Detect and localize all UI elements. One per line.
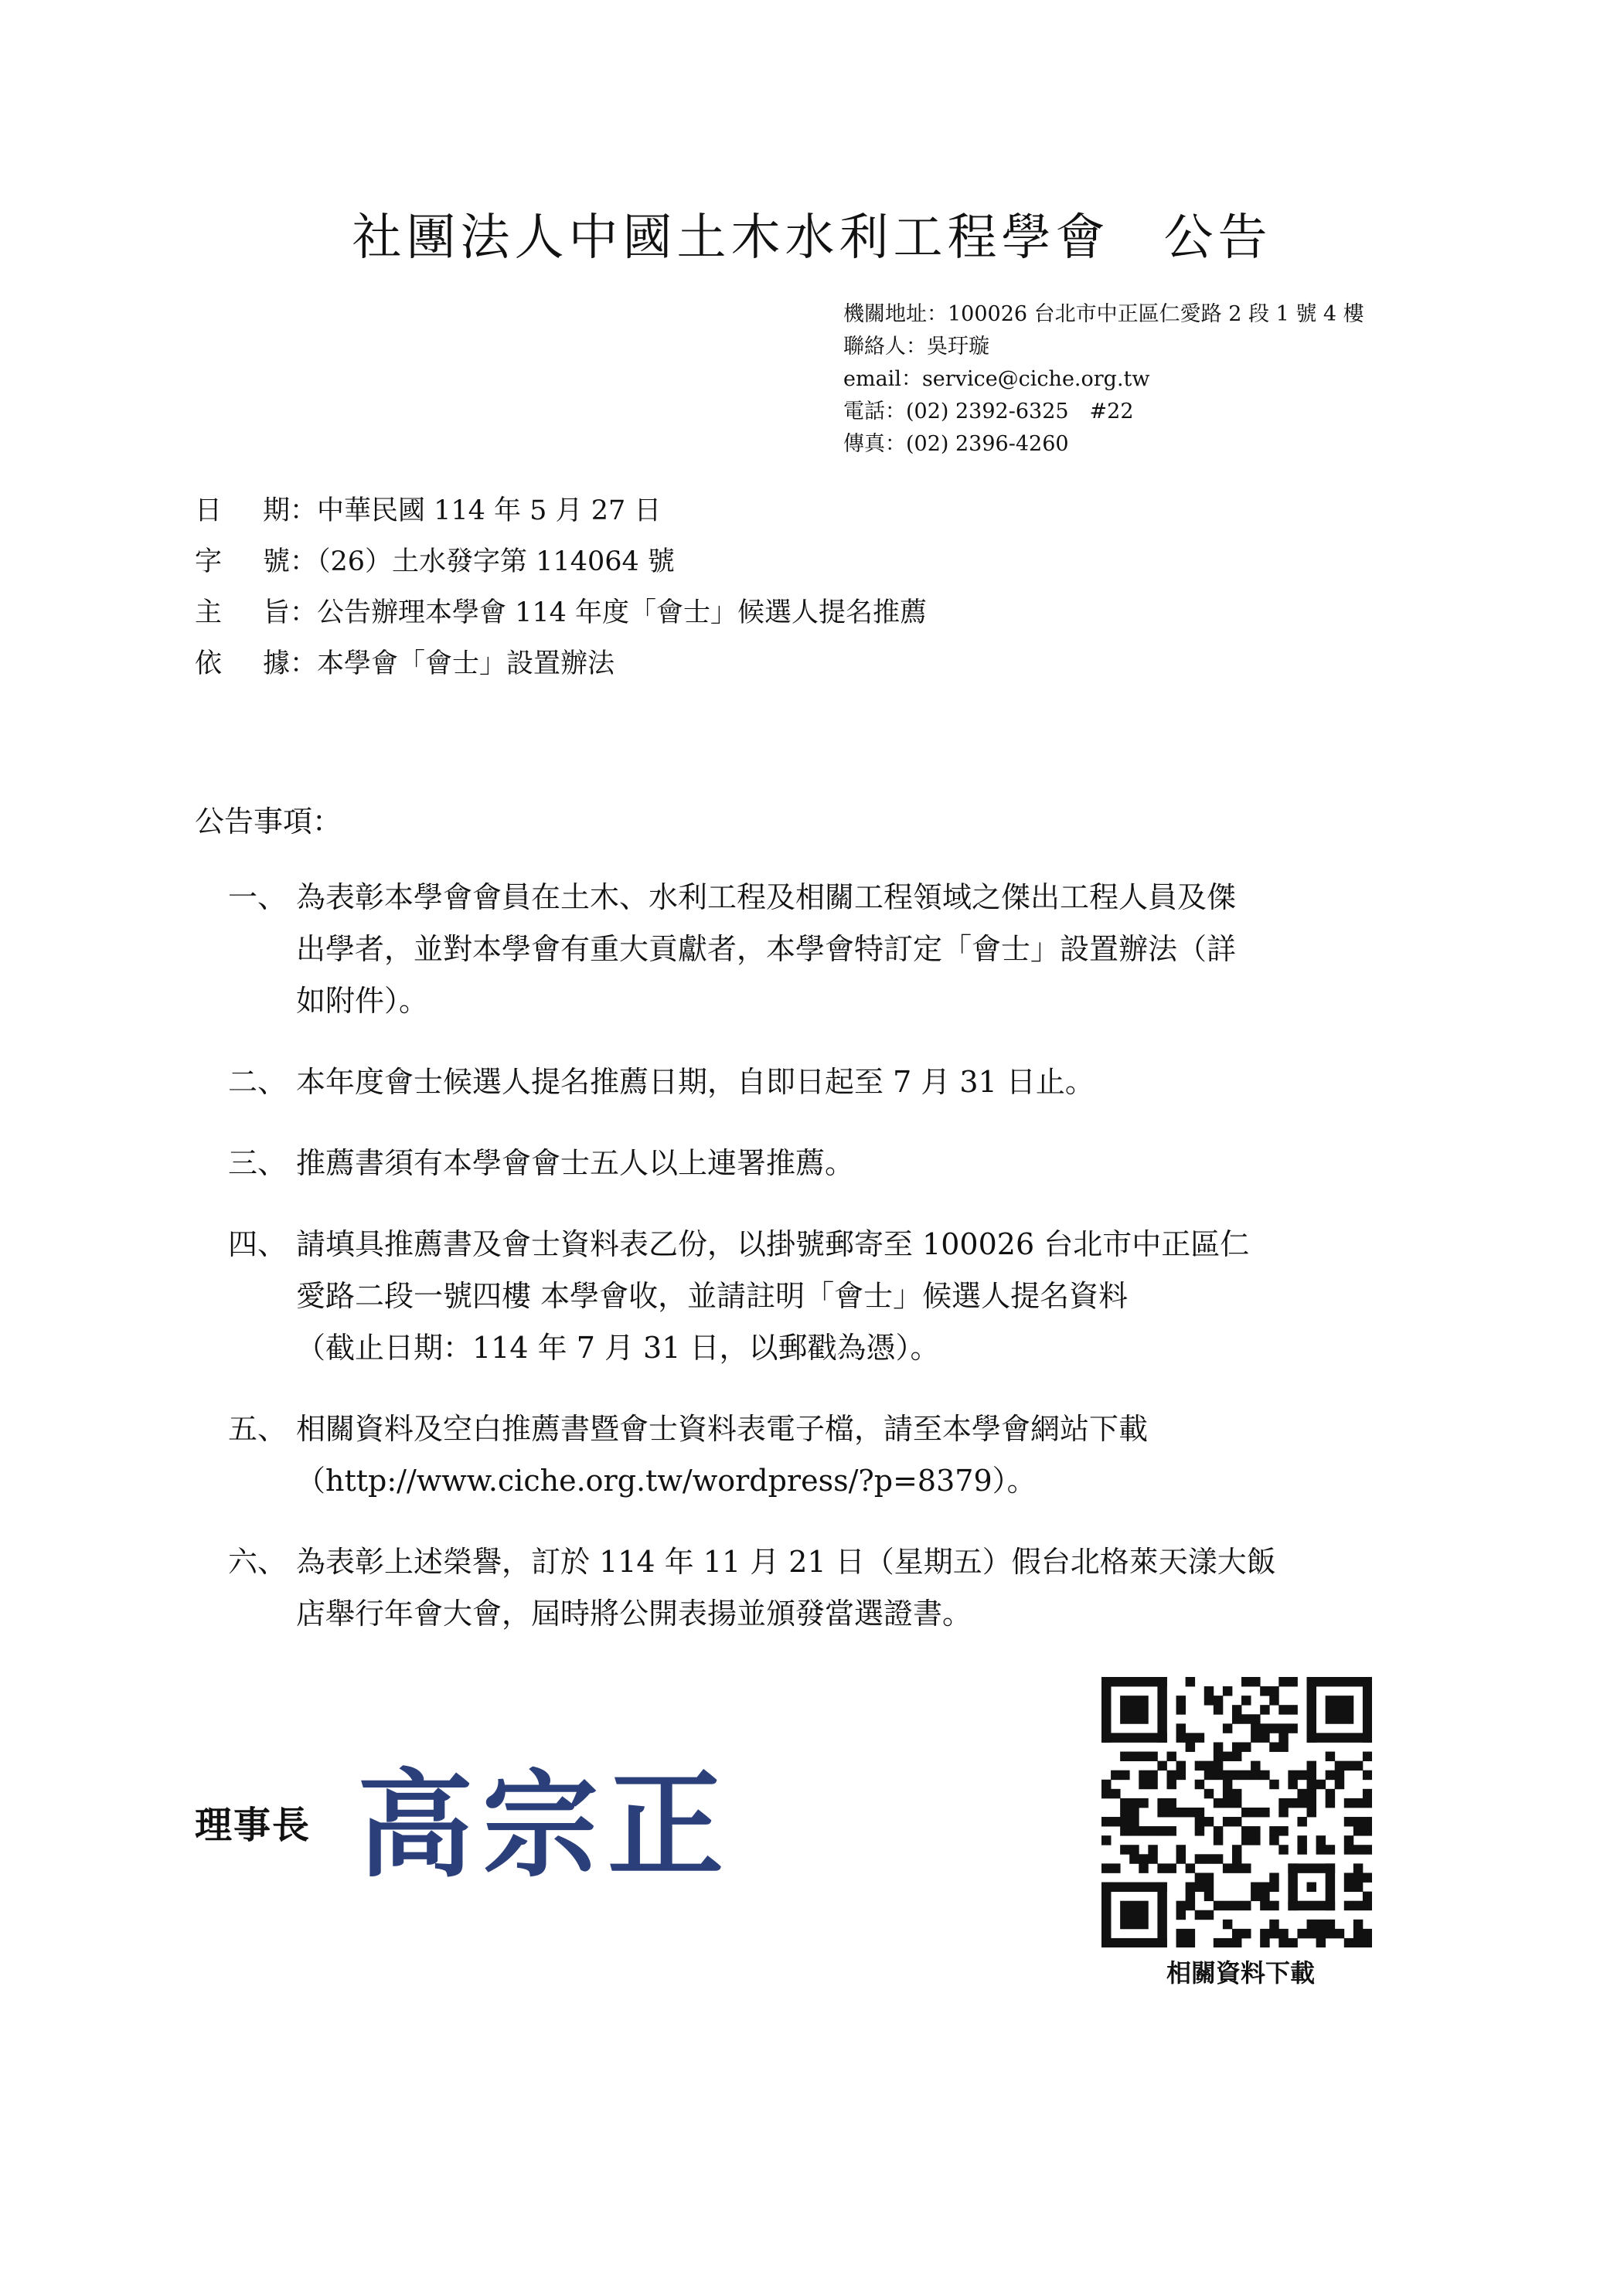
contact-phone: 電話：(02) 2392-6325 #22: [843, 400, 1134, 423]
meta-basis: 依 據 ：本學會「會士」設置辦法: [195, 638, 927, 689]
item-number: 五、: [228, 1412, 288, 1446]
notice-item-4: 四、 請填具推薦書及會士資料表乙份，以掛號郵寄至 100026 台北市中正區仁 愛路二段一號四樓 本學會收，並請註明「會士」候選人提名資料 （截止日期：114 年 7 月 31 日，以郵戳為憑）。: [228, 1219, 1434, 1374]
meta-reference-value: ：（26）土水發字第 114064 號: [290, 546, 675, 577]
document-meta: [195, 485, 927, 689]
contact-block: [843, 298, 1364, 461]
item-number: 六、: [228, 1545, 288, 1579]
item-number: 三、: [228, 1146, 288, 1180]
contact-email: email：service@ciche.org.tw: [843, 367, 1150, 391]
notice-item-2: 二、 本年度會士候選人提名推薦日期，自即日起至 7 月 31 日止。: [228, 1056, 1434, 1108]
meta-date: 日 期 ：中華民國 114 年 5 月 27 日: [195, 485, 927, 536]
meta-subject-value: ：公告辦理本學會 114 年度「會士」候選人提名推薦: [290, 597, 928, 628]
qr-code-icon[interactable]: [1101, 1677, 1372, 1947]
contact-person: 聯絡人：吳玗璇: [843, 335, 989, 359]
item-number: 二、: [228, 1065, 288, 1099]
meta-basis-value: ：本學會「會士」設置辦法: [290, 648, 615, 679]
notice-item-1: 一、 為表彰本學會會員在土木、水利工程及相關工程領域之傑出工程人員及傑 出學者，並對本學會有重大貢獻者，本學會特訂定「會士」設置辦法（詳 如附件）。: [228, 872, 1434, 1027]
download-link[interactable]: （http://www.ciche.org.tw/wordpress/?p=8379）。: [296, 1464, 1037, 1498]
chairman-seal: [357, 1756, 744, 1887]
meta-subject: 主 旨 ：公告辦理本學會 114 年度「會士」候選人提名推薦: [195, 587, 927, 638]
notice-item-3: 三、 推薦書須有本學會會士五人以上連署推薦。: [228, 1138, 1434, 1189]
notice-heading: 公告事項：: [195, 804, 342, 838]
notice-item-5: 五、 相關資料及空白推薦書暨會士資料表電子檔，請至本學會網站下載 （http://www.ciche.org.tw/wordpress/?p=8379）。: [228, 1403, 1434, 1507]
chairman-title: 理事長: [195, 1803, 312, 1847]
contact-address: 機關地址：100026 台北市中正區仁愛路 2 段 1 號 4 樓: [843, 302, 1364, 326]
announcement-title: 社團法人中國土木水利工程學會 公告: [352, 209, 1272, 267]
signature-block: [195, 1756, 744, 1887]
item-number: 一、: [228, 880, 288, 914]
meta-reference-number: 字 號 ：（26）土水發字第 114064 號: [195, 536, 927, 587]
qr-caption: 相關資料下載: [1166, 1958, 1315, 1988]
contact-fax: 傳真：(02) 2396-4260: [843, 432, 1069, 456]
svg-text:高宗正: 高宗正: [357, 1757, 734, 1887]
notice-items: [228, 872, 1434, 1669]
notice-item-6: 六、 為表彰上述榮譽，訂於 114 年 11 月 21 日（星期五）假台北格萊天漾大飯 店舉行年會大會，屆時將公開表揚並頒發當選證書。: [228, 1536, 1434, 1640]
item-number: 四、: [228, 1227, 288, 1261]
meta-date-value: ：中華民國 114 年 5 月 27 日: [290, 495, 662, 526]
